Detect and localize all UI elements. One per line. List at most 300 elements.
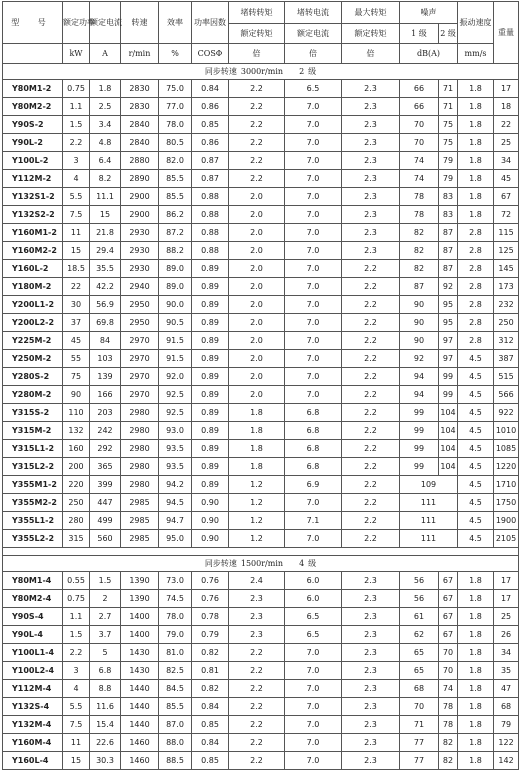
cell-max-torque: 2.2 bbox=[342, 314, 400, 332]
cell-weight: 115 bbox=[494, 224, 519, 242]
cell-power: 90 bbox=[63, 386, 90, 404]
cell-weight: 1010 bbox=[494, 422, 519, 440]
cell-noise-grade2: 67 bbox=[439, 590, 458, 608]
cell-locked-torque: 2.0 bbox=[229, 314, 285, 332]
cell-noise-grade2: 99 bbox=[439, 368, 458, 386]
cell-current: 203 bbox=[90, 404, 121, 422]
table-row bbox=[3, 152, 519, 170]
cell-vibration: 2.8 bbox=[458, 260, 494, 278]
motor-spec-table bbox=[2, 1, 519, 770]
cell-weight: 68 bbox=[494, 698, 519, 716]
cell-locked-current: 6.5 bbox=[285, 626, 342, 644]
cell-noise-grade2: 71 bbox=[439, 98, 458, 116]
cell-weight: 566 bbox=[494, 386, 519, 404]
cell-efficiency: 82.5 bbox=[159, 662, 192, 680]
cell-max-torque: 2.3 bbox=[342, 608, 400, 626]
cell-noise-grade1: 92 bbox=[400, 350, 439, 368]
unit-efficiency: % bbox=[159, 44, 192, 64]
cell-noise-grade2: 75 bbox=[439, 134, 458, 152]
cell-power: 1.5 bbox=[63, 626, 90, 644]
cell-noise-grade1: 78 bbox=[400, 188, 439, 206]
cell-efficiency: 75.0 bbox=[159, 80, 192, 98]
cell-noise-grade2: 87 bbox=[439, 224, 458, 242]
cell-current: 103 bbox=[90, 350, 121, 368]
cell-current: 11.1 bbox=[90, 188, 121, 206]
cell-current: 139 bbox=[90, 368, 121, 386]
cell-power: 5.5 bbox=[63, 698, 90, 716]
cell-max-torque: 2.2 bbox=[342, 386, 400, 404]
cell-locked-current: 7.0 bbox=[285, 332, 342, 350]
cell-locked-torque: 1.8 bbox=[229, 458, 285, 476]
cell-model: Y355L2-2 bbox=[3, 530, 63, 548]
header-locked-current-sub: 额定电流 bbox=[285, 24, 342, 44]
cell-weight: 145 bbox=[494, 260, 519, 278]
cell-max-torque: 2.3 bbox=[342, 734, 400, 752]
cell-power-factor: 0.89 bbox=[192, 440, 229, 458]
cell-weight: 72 bbox=[494, 206, 519, 224]
cell-speed: 1390 bbox=[121, 572, 159, 590]
cell-locked-current: 6.8 bbox=[285, 422, 342, 440]
cell-speed: 2900 bbox=[121, 206, 159, 224]
cell-noise-grade2: 95 bbox=[439, 314, 458, 332]
cell-power-factor: 0.90 bbox=[192, 530, 229, 548]
cell-locked-current: 7.0 bbox=[285, 296, 342, 314]
cell-model: Y315S-2 bbox=[3, 404, 63, 422]
cell-power-factor: 0.89 bbox=[192, 386, 229, 404]
cell-locked-torque: 2.0 bbox=[229, 206, 285, 224]
cell-power-factor: 0.89 bbox=[192, 422, 229, 440]
cell-noise-grade1: 99 bbox=[400, 458, 439, 476]
cell-locked-current: 6.0 bbox=[285, 590, 342, 608]
cell-weight: 22 bbox=[494, 116, 519, 134]
cell-power-factor: 0.89 bbox=[192, 278, 229, 296]
cell-power-factor: 0.89 bbox=[192, 350, 229, 368]
cell-weight: 25 bbox=[494, 134, 519, 152]
cell-weight: 922 bbox=[494, 404, 519, 422]
cell-locked-current: 6.5 bbox=[285, 608, 342, 626]
cell-efficiency: 86.2 bbox=[159, 206, 192, 224]
cell-power: 75 bbox=[63, 368, 90, 386]
cell-noise-grade2: 104 bbox=[439, 458, 458, 476]
cell-locked-current: 7.0 bbox=[285, 224, 342, 242]
cell-noise-grade1: 77 bbox=[400, 734, 439, 752]
cell-noise-grade1: 66 bbox=[400, 80, 439, 98]
cell-vibration: 1.8 bbox=[458, 134, 494, 152]
cell-power: 5.5 bbox=[63, 188, 90, 206]
cell-power-factor: 0.88 bbox=[192, 224, 229, 242]
cell-speed: 1400 bbox=[121, 626, 159, 644]
unit-current: A bbox=[90, 44, 121, 64]
cell-noise-grade1: 82 bbox=[400, 242, 439, 260]
cell-locked-torque: 2.2 bbox=[229, 680, 285, 698]
table-row bbox=[3, 590, 519, 608]
cell-max-torque: 2.2 bbox=[342, 350, 400, 368]
cell-locked-torque: 2.0 bbox=[229, 368, 285, 386]
cell-current: 292 bbox=[90, 440, 121, 458]
cell-max-torque: 2.2 bbox=[342, 260, 400, 278]
cell-noise-grade2: 99 bbox=[439, 386, 458, 404]
cell-vibration: 1.8 bbox=[458, 80, 494, 98]
cell-vibration: 1.8 bbox=[458, 662, 494, 680]
cell-locked-current: 7.0 bbox=[285, 242, 342, 260]
cell-locked-torque: 1.8 bbox=[229, 404, 285, 422]
cell-noise: 111 bbox=[400, 530, 458, 548]
cell-model: Y132S2-2 bbox=[3, 206, 63, 224]
cell-locked-torque: 2.2 bbox=[229, 134, 285, 152]
cell-weight: 17 bbox=[494, 80, 519, 98]
cell-power-factor: 0.89 bbox=[192, 476, 229, 494]
cell-max-torque: 2.2 bbox=[342, 530, 400, 548]
cell-speed: 2840 bbox=[121, 116, 159, 134]
cell-speed: 2970 bbox=[121, 350, 159, 368]
cell-noise-grade1: 82 bbox=[400, 260, 439, 278]
header-speed: 转速 bbox=[121, 2, 159, 44]
table-row bbox=[3, 716, 519, 734]
cell-current: 399 bbox=[90, 476, 121, 494]
cell-locked-torque: 2.2 bbox=[229, 698, 285, 716]
cell-noise-grade2: 67 bbox=[439, 626, 458, 644]
cell-max-torque: 2.2 bbox=[342, 458, 400, 476]
cell-weight: 18 bbox=[494, 98, 519, 116]
cell-power: 30 bbox=[63, 296, 90, 314]
section-header bbox=[3, 64, 519, 80]
header-locked-torque-sub: 额定转矩 bbox=[229, 24, 285, 44]
cell-locked-current: 7.0 bbox=[285, 734, 342, 752]
cell-speed: 1400 bbox=[121, 608, 159, 626]
cell-power: 7.5 bbox=[63, 206, 90, 224]
unit-power-factor: COSΦ bbox=[192, 44, 229, 64]
cell-efficiency: 87.0 bbox=[159, 716, 192, 734]
cell-efficiency: 92.5 bbox=[159, 404, 192, 422]
cell-power: 7.5 bbox=[63, 716, 90, 734]
table-row bbox=[3, 476, 519, 494]
cell-locked-current: 7.1 bbox=[285, 512, 342, 530]
cell-model: Y112M-4 bbox=[3, 680, 63, 698]
table-row bbox=[3, 350, 519, 368]
cell-current: 2.5 bbox=[90, 98, 121, 116]
cell-locked-torque: 2.2 bbox=[229, 734, 285, 752]
cell-max-torque: 2.2 bbox=[342, 296, 400, 314]
cell-locked-current: 6.8 bbox=[285, 440, 342, 458]
table-row bbox=[3, 296, 519, 314]
cell-speed: 2970 bbox=[121, 332, 159, 350]
table-row bbox=[3, 680, 519, 698]
cell-efficiency: 88.5 bbox=[159, 752, 192, 770]
cell-locked-current: 7.0 bbox=[285, 314, 342, 332]
cell-power: 220 bbox=[63, 476, 90, 494]
cell-vibration: 4.5 bbox=[458, 512, 494, 530]
cell-power-factor: 0.86 bbox=[192, 134, 229, 152]
cell-current: 242 bbox=[90, 422, 121, 440]
cell-locked-torque: 2.2 bbox=[229, 116, 285, 134]
cell-power-factor: 0.89 bbox=[192, 314, 229, 332]
cell-noise-grade1: 94 bbox=[400, 368, 439, 386]
cell-locked-torque: 2.2 bbox=[229, 716, 285, 734]
cell-noise-grade1: 70 bbox=[400, 116, 439, 134]
cell-locked-torque: 1.2 bbox=[229, 512, 285, 530]
cell-max-torque: 2.3 bbox=[342, 644, 400, 662]
cell-locked-torque: 1.2 bbox=[229, 494, 285, 512]
cell-power: 160 bbox=[63, 440, 90, 458]
cell-efficiency: 88.0 bbox=[159, 734, 192, 752]
cell-efficiency: 93.5 bbox=[159, 440, 192, 458]
header-max-torque: 最大转矩 bbox=[342, 2, 400, 24]
cell-power-factor: 0.76 bbox=[192, 572, 229, 590]
cell-noise-grade1: 99 bbox=[400, 404, 439, 422]
cell-model: Y90S-4 bbox=[3, 608, 63, 626]
cell-model: Y180M-2 bbox=[3, 278, 63, 296]
cell-weight: 1900 bbox=[494, 512, 519, 530]
cell-current: 8.2 bbox=[90, 170, 121, 188]
table-row bbox=[3, 134, 519, 152]
cell-max-torque: 2.2 bbox=[342, 278, 400, 296]
cell-max-torque: 2.3 bbox=[342, 116, 400, 134]
cell-locked-torque: 2.0 bbox=[229, 224, 285, 242]
cell-speed: 1440 bbox=[121, 680, 159, 698]
cell-max-torque: 2.2 bbox=[342, 440, 400, 458]
unit-speed: r/min bbox=[121, 44, 159, 64]
cell-locked-torque: 1.2 bbox=[229, 476, 285, 494]
cell-max-torque: 2.3 bbox=[342, 170, 400, 188]
cell-locked-current: 6.5 bbox=[285, 80, 342, 98]
cell-locked-current: 7.0 bbox=[285, 752, 342, 770]
cell-model: Y160M1-2 bbox=[3, 224, 63, 242]
cell-current: 69.8 bbox=[90, 314, 121, 332]
table-row bbox=[3, 440, 519, 458]
cell-efficiency: 84.5 bbox=[159, 680, 192, 698]
cell-max-torque: 2.3 bbox=[342, 716, 400, 734]
cell-model: Y355M2-2 bbox=[3, 494, 63, 512]
cell-speed: 1430 bbox=[121, 662, 159, 680]
cell-model: Y225M-2 bbox=[3, 332, 63, 350]
cell-current: 2 bbox=[90, 590, 121, 608]
cell-current: 1.8 bbox=[90, 80, 121, 98]
table-row bbox=[3, 698, 519, 716]
cell-power-factor: 0.85 bbox=[192, 752, 229, 770]
cell-efficiency: 89.0 bbox=[159, 278, 192, 296]
cell-weight: 122 bbox=[494, 734, 519, 752]
cell-max-torque: 2.3 bbox=[342, 590, 400, 608]
cell-vibration: 1.8 bbox=[458, 680, 494, 698]
cell-speed: 2930 bbox=[121, 224, 159, 242]
cell-weight: 125 bbox=[494, 242, 519, 260]
cell-noise-grade1: 90 bbox=[400, 296, 439, 314]
cell-locked-torque: 2.2 bbox=[229, 170, 285, 188]
cell-model: Y250M-2 bbox=[3, 350, 63, 368]
cell-speed: 1440 bbox=[121, 716, 159, 734]
cell-noise-grade1: 77 bbox=[400, 752, 439, 770]
unit-noise: dB(A) bbox=[400, 44, 458, 64]
cell-power: 3 bbox=[63, 152, 90, 170]
cell-max-torque: 2.3 bbox=[342, 98, 400, 116]
cell-locked-current: 7.0 bbox=[285, 206, 342, 224]
cell-noise-grade2: 75 bbox=[439, 116, 458, 134]
cell-speed: 2830 bbox=[121, 98, 159, 116]
cell-power-factor: 0.88 bbox=[192, 206, 229, 224]
unit-locked-torque: 倍 bbox=[229, 44, 285, 64]
unit-max-torque: 倍 bbox=[342, 44, 400, 64]
unit-locked-current: 倍 bbox=[285, 44, 342, 64]
cell-model: Y280M-2 bbox=[3, 386, 63, 404]
cell-efficiency: 88.2 bbox=[159, 242, 192, 260]
cell-noise-grade2: 97 bbox=[439, 350, 458, 368]
cell-weight: 2105 bbox=[494, 530, 519, 548]
cell-locked-torque: 2.0 bbox=[229, 278, 285, 296]
cell-speed: 2970 bbox=[121, 368, 159, 386]
cell-power: 0.55 bbox=[63, 572, 90, 590]
cell-power-factor: 0.85 bbox=[192, 116, 229, 134]
cell-current: 30.3 bbox=[90, 752, 121, 770]
cell-noise: 111 bbox=[400, 512, 458, 530]
cell-locked-current: 7.0 bbox=[285, 530, 342, 548]
cell-vibration: 1.8 bbox=[458, 698, 494, 716]
cell-power: 0.75 bbox=[63, 590, 90, 608]
cell-weight: 387 bbox=[494, 350, 519, 368]
cell-current: 5 bbox=[90, 644, 121, 662]
cell-speed: 2830 bbox=[121, 80, 159, 98]
cell-weight: 26 bbox=[494, 626, 519, 644]
cell-efficiency: 94.2 bbox=[159, 476, 192, 494]
cell-current: 84 bbox=[90, 332, 121, 350]
cell-locked-current: 7.0 bbox=[285, 152, 342, 170]
cell-vibration: 1.8 bbox=[458, 116, 494, 134]
cell-efficiency: 73.0 bbox=[159, 572, 192, 590]
cell-power: 1.5 bbox=[63, 116, 90, 134]
cell-efficiency: 90.5 bbox=[159, 314, 192, 332]
cell-vibration: 4.5 bbox=[458, 422, 494, 440]
table-row bbox=[3, 752, 519, 770]
table-row bbox=[3, 170, 519, 188]
cell-power: 280 bbox=[63, 512, 90, 530]
cell-power-factor: 0.85 bbox=[192, 716, 229, 734]
cell-max-torque: 2.3 bbox=[342, 206, 400, 224]
cell-efficiency: 85.5 bbox=[159, 170, 192, 188]
cell-noise-grade1: 71 bbox=[400, 716, 439, 734]
cell-power-factor: 0.89 bbox=[192, 296, 229, 314]
cell-power: 1.1 bbox=[63, 608, 90, 626]
cell-power: 15 bbox=[63, 752, 90, 770]
table-row bbox=[3, 494, 519, 512]
cell-power: 15 bbox=[63, 242, 90, 260]
cell-efficiency: 91.5 bbox=[159, 350, 192, 368]
cell-power: 22 bbox=[63, 278, 90, 296]
cell-efficiency: 80.5 bbox=[159, 134, 192, 152]
table-row bbox=[3, 188, 519, 206]
cell-power-factor: 0.88 bbox=[192, 188, 229, 206]
cell-current: 499 bbox=[90, 512, 121, 530]
cell-weight: 67 bbox=[494, 188, 519, 206]
cell-speed: 1430 bbox=[121, 644, 159, 662]
table-row bbox=[3, 530, 519, 548]
cell-efficiency: 79.0 bbox=[159, 626, 192, 644]
cell-max-torque: 2.3 bbox=[342, 224, 400, 242]
cell-noise-grade1: 56 bbox=[400, 590, 439, 608]
cell-noise-grade1: 65 bbox=[400, 644, 439, 662]
cell-max-torque: 2.3 bbox=[342, 662, 400, 680]
cell-vibration: 2.8 bbox=[458, 296, 494, 314]
header-model: 型 号 bbox=[3, 2, 63, 44]
cell-efficiency: 82.0 bbox=[159, 152, 192, 170]
cell-max-torque: 2.3 bbox=[342, 152, 400, 170]
cell-current: 29.4 bbox=[90, 242, 121, 260]
cell-efficiency: 93.5 bbox=[159, 458, 192, 476]
table-body bbox=[3, 64, 519, 770]
cell-weight: 1710 bbox=[494, 476, 519, 494]
cell-noise-grade2: 82 bbox=[439, 734, 458, 752]
cell-speed: 1390 bbox=[121, 590, 159, 608]
cell-noise-grade2: 104 bbox=[439, 404, 458, 422]
header-power-factor: 功率因数 bbox=[192, 2, 229, 44]
cell-noise-grade1: 66 bbox=[400, 98, 439, 116]
section-gap-cell bbox=[3, 548, 519, 556]
cell-current: 6.4 bbox=[90, 152, 121, 170]
cell-weight: 515 bbox=[494, 368, 519, 386]
cell-locked-current: 7.0 bbox=[285, 170, 342, 188]
cell-model: Y355L1-2 bbox=[3, 512, 63, 530]
cell-noise-grade1: 74 bbox=[400, 170, 439, 188]
cell-efficiency: 81.0 bbox=[159, 644, 192, 662]
cell-current: 22.6 bbox=[90, 734, 121, 752]
cell-current: 4.8 bbox=[90, 134, 121, 152]
cell-current: 3.4 bbox=[90, 116, 121, 134]
cell-noise-grade1: 70 bbox=[400, 134, 439, 152]
cell-noise-grade1: 65 bbox=[400, 662, 439, 680]
cell-locked-torque: 2.0 bbox=[229, 332, 285, 350]
cell-current: 6.8 bbox=[90, 662, 121, 680]
cell-locked-current: 7.0 bbox=[285, 98, 342, 116]
cell-efficiency: 85.5 bbox=[159, 188, 192, 206]
section-header bbox=[3, 556, 519, 572]
cell-current: 8.8 bbox=[90, 680, 121, 698]
cell-noise-grade2: 78 bbox=[439, 698, 458, 716]
header-locked-torque: 堵转转矩 bbox=[229, 2, 285, 24]
cell-model: Y90L-2 bbox=[3, 134, 63, 152]
cell-speed: 2980 bbox=[121, 440, 159, 458]
unit-model-blank bbox=[3, 44, 63, 64]
cell-noise-grade1: 70 bbox=[400, 698, 439, 716]
cell-weight: 250 bbox=[494, 314, 519, 332]
cell-locked-torque: 2.0 bbox=[229, 260, 285, 278]
cell-weight: 79 bbox=[494, 716, 519, 734]
cell-weight: 34 bbox=[494, 152, 519, 170]
cell-noise-grade2: 74 bbox=[439, 680, 458, 698]
cell-power-factor: 0.89 bbox=[192, 368, 229, 386]
cell-model: Y160L-2 bbox=[3, 260, 63, 278]
cell-vibration: 1.8 bbox=[458, 152, 494, 170]
table-row bbox=[3, 458, 519, 476]
cell-vibration: 1.8 bbox=[458, 752, 494, 770]
cell-noise-grade2: 79 bbox=[439, 170, 458, 188]
section-header-row bbox=[3, 556, 519, 572]
cell-locked-current: 6.0 bbox=[285, 572, 342, 590]
cell-locked-torque: 2.0 bbox=[229, 242, 285, 260]
cell-power-factor: 0.82 bbox=[192, 680, 229, 698]
cell-speed: 2980 bbox=[121, 476, 159, 494]
cell-power-factor: 0.81 bbox=[192, 662, 229, 680]
cell-model: Y80M1-4 bbox=[3, 572, 63, 590]
cell-weight: 1750 bbox=[494, 494, 519, 512]
cell-vibration: 4.5 bbox=[458, 494, 494, 512]
cell-current: 447 bbox=[90, 494, 121, 512]
cell-speed: 2980 bbox=[121, 458, 159, 476]
cell-power-factor: 0.78 bbox=[192, 608, 229, 626]
cell-current: 15.4 bbox=[90, 716, 121, 734]
unit-vibration: mm/s bbox=[458, 44, 494, 64]
cell-power-factor: 0.76 bbox=[192, 590, 229, 608]
table-row bbox=[3, 332, 519, 350]
cell-locked-torque: 2.0 bbox=[229, 386, 285, 404]
cell-noise-grade1: 90 bbox=[400, 314, 439, 332]
